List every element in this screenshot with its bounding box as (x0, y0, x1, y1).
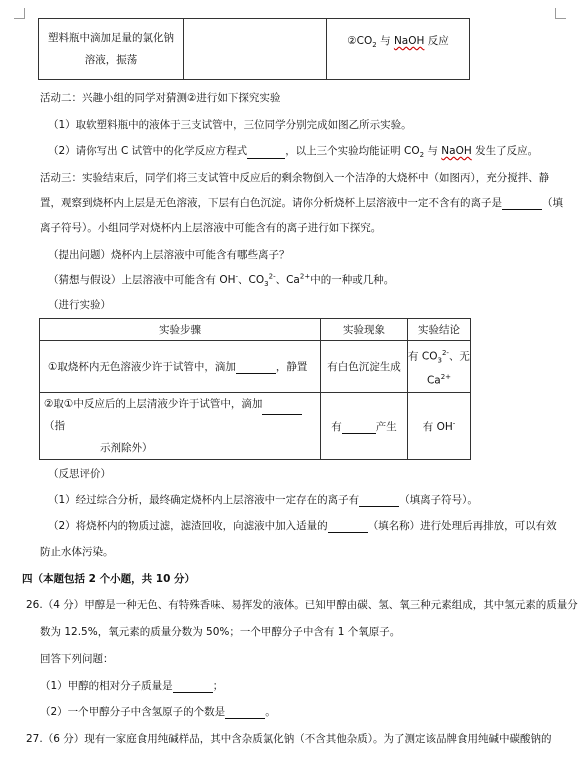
reflect-q2-line2: 防止水体污染。 (40, 546, 114, 558)
text: （填名称）进行处理后再排放，可以有效 (367, 520, 557, 532)
text: （1）经过综合分析，最终确定烧杯内上层溶液中一定存在的离子有 (48, 494, 360, 506)
text: 有 OH (422, 420, 453, 433)
subscript: 2 (372, 41, 377, 50)
subscript: 2 (419, 151, 425, 160)
text: 产生 (375, 420, 397, 433)
answer-blank[interactable] (225, 708, 265, 719)
text: ②取①中反应后的上层清液少许于试管中，滴加 (44, 398, 263, 410)
row2-phenomenon (321, 393, 408, 460)
activity3-line3: 离子符号）。小组同学对烧杯内上层溶液中可能含有的离子进行如下探究。 (40, 222, 382, 234)
answer-blank[interactable] (262, 404, 302, 415)
superscript: 2- (268, 272, 276, 281)
q26-sub2 (40, 704, 276, 719)
answer-blank[interactable] (236, 363, 276, 374)
answer-blank[interactable] (173, 682, 213, 693)
activity3-line1: 活动三：实验结束后，同学们将三支试管中反应后的剩余物倒入一个洁净的大烧杯中（如图丙），充分搅拌、静 (40, 172, 550, 184)
section-four-heading: 四（本题包括 2 个小题，共 10 分） (22, 573, 196, 585)
text: 与 (424, 145, 442, 157)
cell-text: 溶液，振荡 (84, 54, 138, 66)
superscript: - (235, 272, 239, 281)
subscript: 3 (264, 280, 269, 289)
row1-phenomenon: 有白色沉淀生成 (321, 341, 408, 393)
text: （1）甲醇的相对分子质量是 (40, 680, 173, 692)
superscript: 2+ (299, 272, 311, 281)
answer-blank[interactable] (247, 148, 285, 159)
reflect-q1 (48, 492, 478, 507)
top-table (38, 18, 470, 80)
top-table-cell-3 (327, 19, 470, 80)
answer-blank[interactable] (342, 423, 376, 434)
text: （2）请你写出 C 试管中的化学反应方程式 (48, 145, 248, 157)
header-conclusion: 实验结论 (408, 319, 471, 341)
q27-line1: 27.（6 分）现有一家庭食用纯碱样品，其中含杂质氯化钠（不含其他杂质）。为了测定该品牌食用纯碱中碳酸钠的 (26, 733, 552, 745)
answer-blank[interactable] (359, 496, 399, 507)
text: （指 (44, 420, 65, 432)
text: （2）一个甲醇分子中含氢原子的个数是 (40, 706, 226, 718)
row1-conclusion (408, 341, 471, 393)
q26-sub1 (40, 678, 223, 693)
margin-corner-mark-right (555, 8, 566, 19)
activity3-line2 (40, 195, 563, 210)
text: 、Ca (275, 274, 300, 286)
text: ，静置 (275, 361, 308, 373)
text: ①取烧杯内无色溶液少许于试管中，滴加 (48, 361, 236, 373)
cell-text: 与 (376, 35, 394, 47)
text: 中的一种或几种。 (310, 274, 395, 286)
superscript: 2+ (440, 372, 452, 381)
procedure-label: （进行实验） (48, 299, 111, 311)
subscript: 3 (437, 356, 442, 365)
text: Ca (426, 374, 441, 387)
cell-text: 反应 (424, 35, 449, 47)
text: （填 (542, 197, 563, 209)
text: 、CO (238, 274, 265, 286)
header-phenomenon: 实验现象 (321, 319, 408, 341)
answer-blank[interactable] (328, 522, 368, 533)
text: 有 (331, 420, 342, 433)
text: （2）将烧杯内的物质过滤，滤渣回收，向滤液中加入适量的 (48, 520, 328, 532)
margin-corner-mark-left (14, 8, 25, 19)
top-table-cell-2 (184, 19, 327, 80)
header-step: 实验步骤 (40, 319, 321, 341)
text: 、无 (448, 350, 470, 363)
text: ； (212, 680, 224, 692)
cell-text: 塑料瓶中滴加足量的氯化钠 (48, 32, 174, 44)
text: 示剂除外） (100, 442, 153, 454)
activity2-q2 (48, 143, 538, 159)
row1-step (40, 341, 321, 393)
top-table-cell-1 (39, 19, 184, 80)
activity2-title: 活动二：兴趣小组的同学对猜测②进行如下探究实验 (40, 92, 281, 104)
answer-blank[interactable] (502, 199, 542, 210)
activity2-q1: （1）取软塑料瓶中的液体于三支试管中，三位同学分别完成如图乙所示实验。 (48, 119, 412, 131)
text: 发生了反应。 (471, 145, 539, 157)
raise-question: （提出问题）烧杯内上层溶液中可能含有哪些离子？ (48, 249, 290, 261)
hypothesis (48, 272, 394, 288)
superscript: - (452, 419, 456, 427)
q26-line1: 26.（4 分）甲醇是一种无色、有特殊香味、易挥发的液体。已知甲醇由碳、氢、氧三种元素组成，其中氢元素的质量分 (26, 599, 578, 611)
text: ，以上三个实验均能证明 CO (285, 145, 420, 157)
text: （填离子符号）。 (399, 494, 478, 506)
row2-step (40, 393, 321, 460)
superscript: 2- (441, 348, 449, 357)
q26-line2: 数为 12.5%，氧元素的质量分数为 50%；一个甲醇分子中含有 1 个氧原子。 (40, 626, 401, 638)
text: 。 (265, 706, 276, 718)
q26-prompt: 回答下列问题： (40, 653, 114, 665)
reflect-label: （反思评价） (48, 468, 111, 480)
spellcheck-word: NaOH (441, 145, 472, 157)
text: 有 CO (408, 350, 438, 363)
text: 置，观察到烧杯内上层是无色溶液，下层有白色沉淀。请你分析烧杯上层溶液中一定不含有的离子是 (40, 197, 502, 209)
reflect-q2 (48, 518, 557, 533)
row2-conclusion (408, 393, 471, 460)
cell-text: ②CO (347, 35, 373, 47)
text: （猜想与假设）上层溶液中可能含有 OH (48, 274, 236, 286)
experiment-table (39, 318, 471, 460)
spellcheck-word: NaOH (393, 35, 425, 47)
